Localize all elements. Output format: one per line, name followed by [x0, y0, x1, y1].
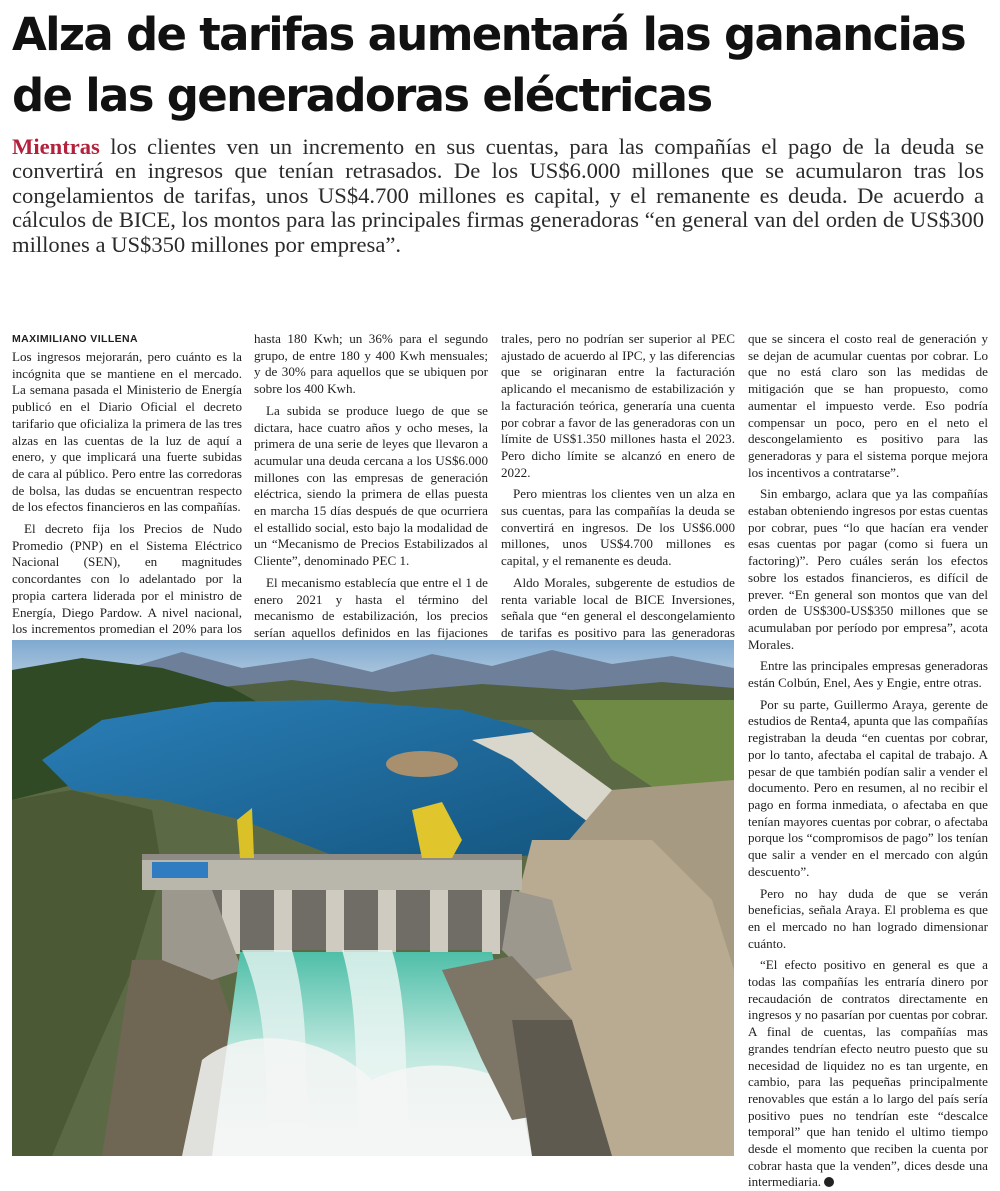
paragraph: trales, pero no podrían ser superior al PEC ajustado de acuerdo al IPC, y las diferencias que se originaran entre la facturación aplicando el mecanismo de estabilización y la facturación teórica, generaría una cuenta por cobrar a favor de las generadoras con un límite de US$1.350 millones hasta el 2023. Pero dicho límite se alcanzó en enero de 2022.: [501, 331, 735, 480]
article-column-3: [501, 331, 735, 663]
paragraph: hasta 180 Kwh; un 36% para el segundo grupo, de entre 180 y 400 Kwh mensuales; y de 30% para aquellos que se ubiquen por sobre los 400 Kwh.: [254, 331, 488, 397]
byline: MAXIMILIANO VILLENA: [12, 333, 139, 345]
article-column-2: [254, 331, 488, 663]
deck-text: los clientes ven un incremento en sus cuentas, para las compañías el pago de la deuda se convertirá en ingresos que tenían retrasados. De los US$6.000 millones que se acumularon tras los congelamientos de tarifas, unos US$4.700 millones es capital, y el remanente es deuda. De acuerdo a cálculos de BICE, los montos para las principales firmas generadoras “en general van del orden de US$300 millones a US$350 millones por empresa”.: [12, 134, 984, 257]
dam-photo-illustration: [12, 640, 734, 1156]
paragraph: [748, 957, 988, 1191]
paragraph: Sin embargo, aclara que ya las compañías estaban obteniendo ingresos por estas cuentas por cobrar, pues “lo que hacían era vender esas cuentas por pagar (como si fuera un factoring)”. Pero cuáles serán los efectos sobre los estados financieros, es difícil de prever. “En general son montos que van del orden de US$300-US$350 millones que se acumulaban por período por empresa”, acota Morales.: [748, 486, 988, 652]
paragraph: El mecanismo establecía que entre el 1 de enero 2021 y hasta el término del mecanismo de estabilización, los precios serían aquellos definidos en las fijaciones: [254, 574, 488, 640]
paragraph: Pero no hay duda de que se verán beneficias, señala Araya. El problema es que en el mercado no han logrado dimensionar cuánto.: [748, 885, 988, 951]
paragraph: Pero mientras los clientes ven un alza en sus cuentas, para las compañías la deuda se convertirá en ingresos. De los US$6.000 millones, unos US$4.700 millones es capital, y el remanente es deuda.: [501, 486, 735, 569]
paragraph-text: “El efecto positivo en general es que a todas las compañías les entraría dinero por recaudación de contratos directamente en ingresos y no pasarían por cuentas por cobrar. A final de cuentas, las compañías mas grandes tendrían efecto neutro puesto que su necesidad de liquidez no es tan urgente, en cambio, para las pequeñas principalmente renovables que están a lo largo del país sería positivo pues no tendrían este “descalce temporal” que han tenido el ultimo tiempo desde el momento que reciben la cuenta por cobrar hasta que la venden”, dices desde una intermediaria.: [748, 957, 988, 1190]
headline-line-2: de las generadoras eléctricas: [12, 69, 712, 122]
paragraph: que se sincera el costo real de generación y se dejan de acumular cuentas por cobrar. Lo que no está claro son las medidas de mitigación que se han propuesto, como aumentar el impuesto verde. Eso podría compensar un poco, pero en el neto el descongelamiento es positivo para las generadoras y para el sistema porque mejora los incentivos a contratarse”.: [748, 331, 988, 480]
deck-paragraph: [12, 135, 984, 257]
paragraph: Los ingresos mejorarán, pero cuánto es la incógnita que se mantiene en el mercado. La semana pasada el Ministerio de Energía publicó en el Diario Oficial el decreto tarifario que oficializa la primera de las tres alzas en las cuentas de la luz de aquí a enero, y que implicará una fuerte subidas de cara al público. Pero entre las corredoras de bolsa, las dudas se encuentran respecto de los efectos financieros en las compañías.: [12, 349, 242, 515]
paragraph: Aldo Morales, subgerente de estudios de renta variable local de BICE Inversiones, señala que “en general el descongelamiento de tarifas es positivo para las generadoras: [501, 574, 735, 640]
article-column-1: [12, 331, 242, 660]
paragraph: Entre las principales empresas generadoras están Colbún, Enel, Aes y Engie, entre otras.: [748, 658, 988, 691]
headline-line-1: Alza de tarifas aumentará las ganancias: [12, 8, 965, 61]
paragraph: La subida se produce luego de que se dictara, hace cuatro años y ocho meses, la primera de una serie de leyes que llevaron a acumular una deuda cercana a los US$6.000 millones con las empresas de generación eléctrica, siendo la primera de ellas puesta en marcha 15 días después de que ocurriera el estallido social, esto bajo la modalidad de un “Mecanismo de Precios Estabilizados al Cliente”, denominado PEC 1.: [254, 402, 488, 569]
article-column-4: [748, 331, 988, 1190]
end-of-article-icon: [824, 1177, 834, 1187]
paragraph: El decreto fija los Precios de Nudo Promedio (PNP) en el Sistema Eléctrico Nacional (SEN), en magnitudes concordantes con lo adelantado por la propia cartera liderada por el ministro de Energía, Diego Pardow. A nivel nacional, los incrementos promedian el 20% para los: [12, 521, 242, 637]
paragraph: Por su parte, Guillermo Araya, gerente de estudios de Renta4, apunta que las compañías registraban la deuda “en cuentas por cobrar, por lo tanto, afectaba el capital de trabajo. A pesar de que también podían salir a vender el documento. Pero en resumen, al no recibir el pago en forma inmediata, o afectaba en que tenían mayores cuentas por cobrar, o afectaba porque los “compromisos de pago” los tenían que salir a vender en el mercado con algún descuento”.: [748, 696, 988, 879]
deck-lead-word: Mientras: [12, 134, 100, 159]
dam-photo: [12, 640, 734, 1156]
headline: [12, 4, 992, 126]
